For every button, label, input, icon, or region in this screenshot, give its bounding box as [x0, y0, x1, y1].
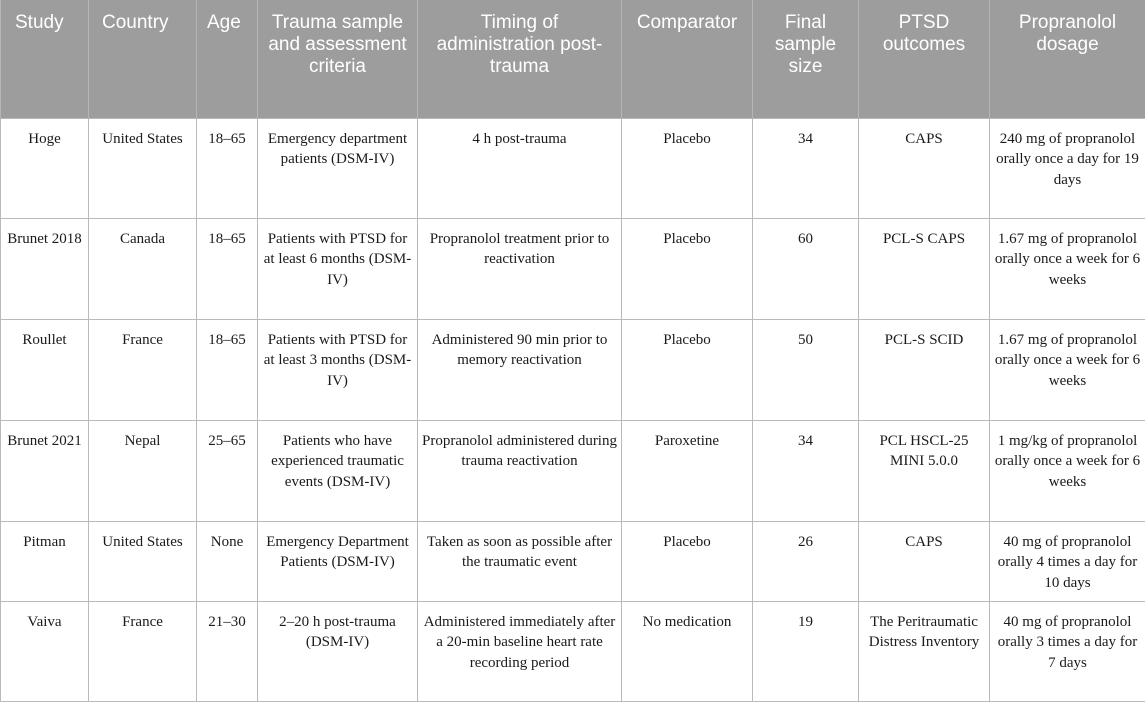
cell-dosage: 240 mg of propranolol orally once a day for 19 days: [990, 118, 1145, 218]
table-row: [1, 319, 1145, 420]
header-study: Study: [1, 0, 89, 118]
header-sample-size: Final sample size: [753, 0, 859, 118]
cell-outcomes: CAPS: [859, 118, 990, 218]
cell-study: Vaiva: [1, 601, 89, 701]
cell-age: 18–65: [197, 118, 258, 218]
cell-timing: Propranolol treatment prior to reactivation: [418, 218, 622, 319]
cell-sample-size: 26: [753, 521, 859, 601]
cell-sample-size: 60: [753, 218, 859, 319]
table-header: [1, 0, 1145, 118]
cell-outcomes: CAPS: [859, 521, 990, 601]
header-country: Country: [89, 0, 197, 118]
cell-age: 18–65: [197, 319, 258, 420]
cell-sample-size: 34: [753, 420, 859, 521]
cell-trauma-sample: Emergency Department Patients (DSM-IV): [258, 521, 418, 601]
cell-country: France: [89, 601, 197, 701]
cell-sample-size: 19: [753, 601, 859, 701]
cell-outcomes: PCL-S CAPS: [859, 218, 990, 319]
cell-age: 21–30: [197, 601, 258, 701]
cell-dosage: 40 mg of propranolol orally 3 times a day for 7 days: [990, 601, 1145, 701]
cell-comparator: Placebo: [622, 521, 753, 601]
cell-sample-size: 34: [753, 118, 859, 218]
cell-comparator: Placebo: [622, 118, 753, 218]
cell-country: United States: [89, 118, 197, 218]
table-row: [1, 521, 1145, 601]
header-timing: Timing of administration post-trauma: [418, 0, 622, 118]
cell-outcomes: PCL HSCL-25 MINI 5.0.0: [859, 420, 990, 521]
cell-study: Hoge: [1, 118, 89, 218]
cell-trauma-sample: Patients with PTSD for at least 6 months (DSM-IV): [258, 218, 418, 319]
table-row: [1, 601, 1145, 701]
cell-study: Brunet 2018: [1, 218, 89, 319]
cell-study: Pitman: [1, 521, 89, 601]
cell-age: None: [197, 521, 258, 601]
header-comparator: Comparator: [622, 0, 753, 118]
header-row: [1, 0, 1145, 118]
header-dosage: Propranolol dosage: [990, 0, 1145, 118]
cell-outcomes: PCL-S SCID: [859, 319, 990, 420]
cell-timing: Administered 90 min prior to memory reactivation: [418, 319, 622, 420]
table-row: [1, 218, 1145, 319]
cell-trauma-sample: 2–20 h post-trauma (DSM-IV): [258, 601, 418, 701]
cell-comparator: No medication: [622, 601, 753, 701]
cell-country: Canada: [89, 218, 197, 319]
header-age: Age: [197, 0, 258, 118]
cell-dosage: 1.67 mg of propranolol orally once a week for 6 weeks: [990, 218, 1145, 319]
cell-timing: Administered immediately after a 20-min baseline heart rate recording period: [418, 601, 622, 701]
cell-comparator: Placebo: [622, 218, 753, 319]
cell-comparator: Paroxetine: [622, 420, 753, 521]
cell-study: Brunet 2021: [1, 420, 89, 521]
cell-study: Roullet: [1, 319, 89, 420]
table-row: [1, 420, 1145, 521]
cell-trauma-sample: Patients with PTSD for at least 3 months (DSM-IV): [258, 319, 418, 420]
cell-outcomes: The Peritraumatic Distress Inventory: [859, 601, 990, 701]
cell-timing: Propranolol administered during trauma reactivation: [418, 420, 622, 521]
cell-timing: Taken as soon as possible after the traumatic event: [418, 521, 622, 601]
header-outcomes: PTSD outcomes: [859, 0, 990, 118]
cell-dosage: 40 mg of propranolol orally 4 times a day for 10 days: [990, 521, 1145, 601]
cell-trauma-sample: Emergency department patients (DSM-IV): [258, 118, 418, 218]
table-row: [1, 118, 1145, 218]
cell-dosage: 1.67 mg of propranolol orally once a week for 6 weeks: [990, 319, 1145, 420]
cell-country: France: [89, 319, 197, 420]
cell-age: 25–65: [197, 420, 258, 521]
cell-age: 18–65: [197, 218, 258, 319]
table-body: [1, 118, 1145, 701]
cell-dosage: 1 mg/kg of propranolol orally once a week for 6 weeks: [990, 420, 1145, 521]
cell-country: Nepal: [89, 420, 197, 521]
header-trauma-sample: Trauma sample and assessment criteria: [258, 0, 418, 118]
cell-country: United States: [89, 521, 197, 601]
cell-trauma-sample: Patients who have experienced traumatic events (DSM-IV): [258, 420, 418, 521]
cell-sample-size: 50: [753, 319, 859, 420]
cell-timing: 4 h post-trauma: [418, 118, 622, 218]
cell-comparator: Placebo: [622, 319, 753, 420]
